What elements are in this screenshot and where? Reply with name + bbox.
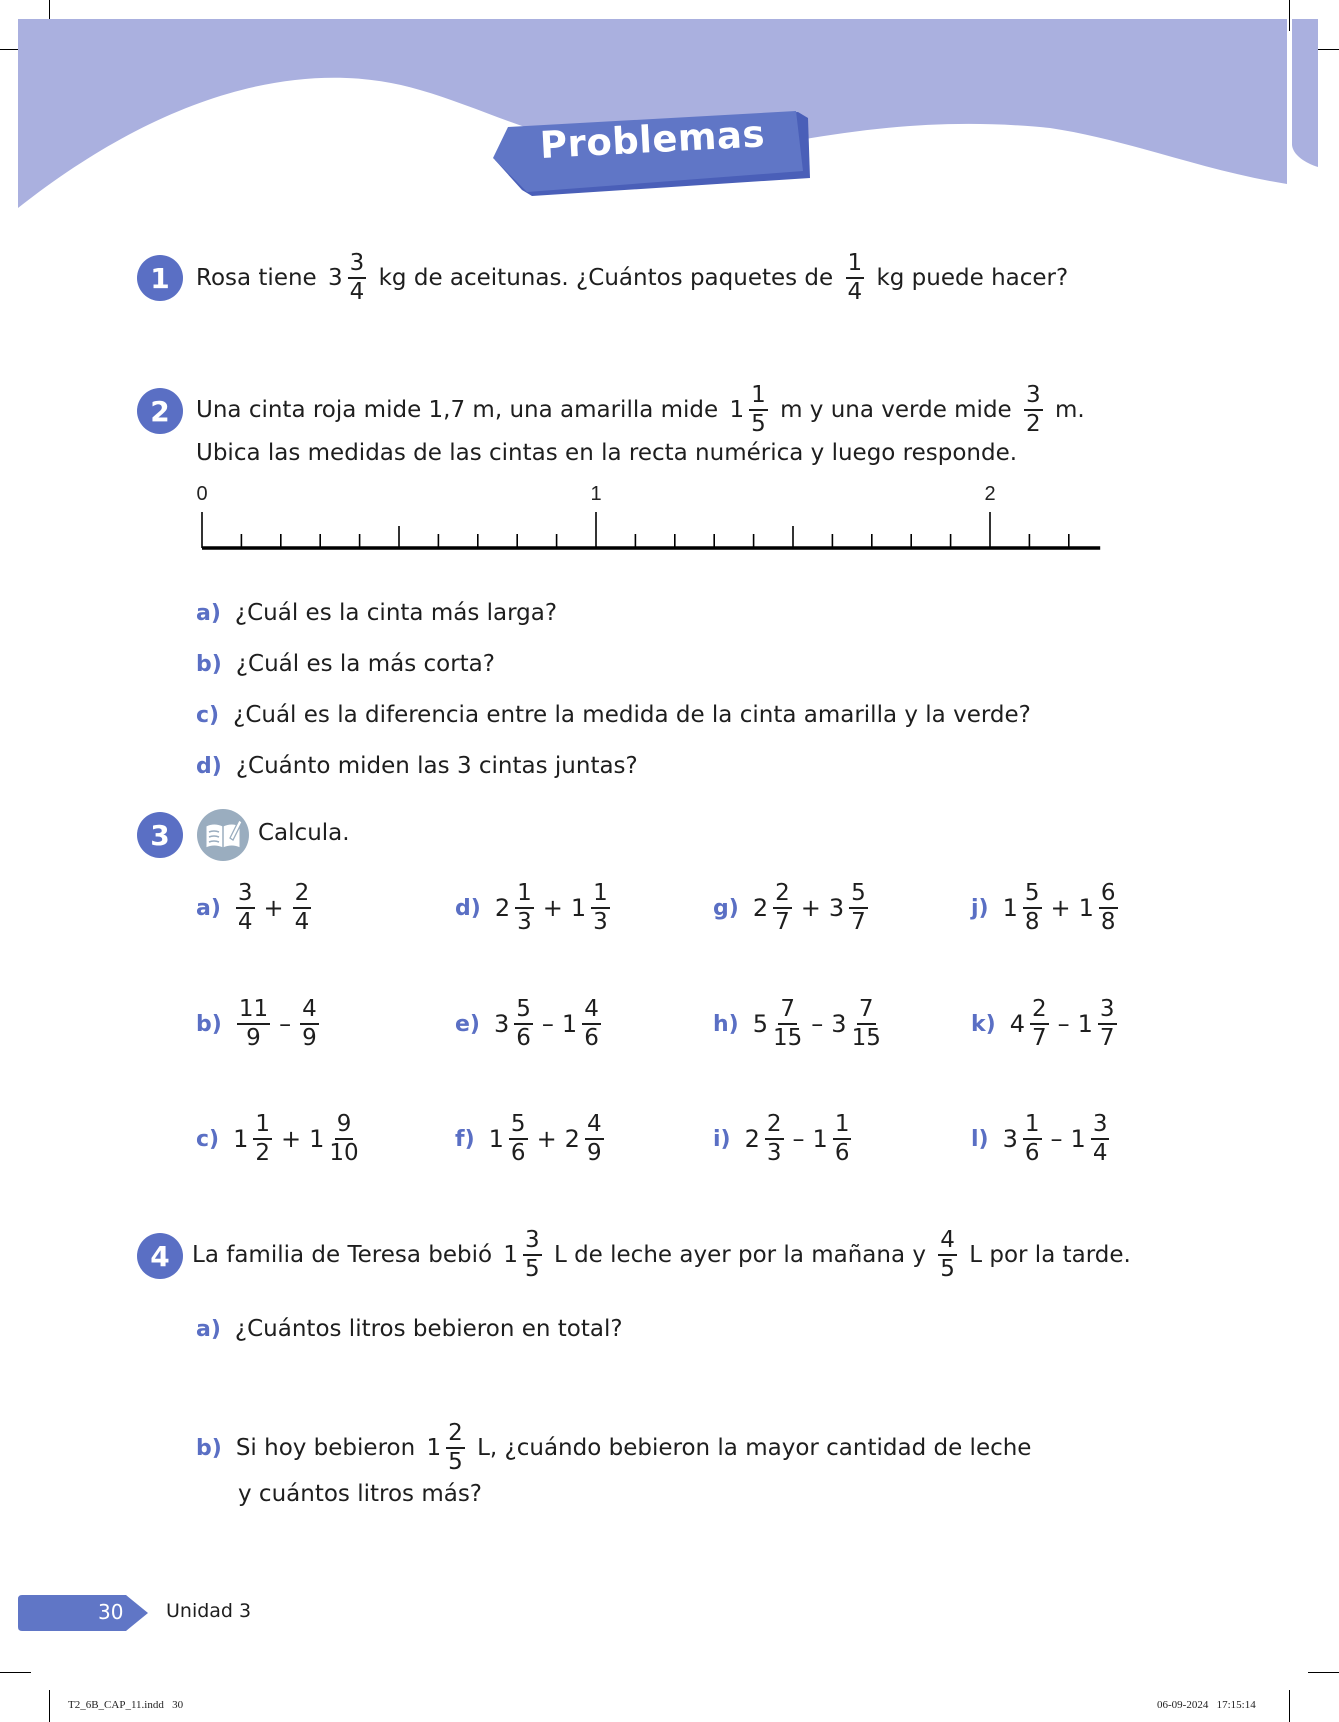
numerator: 1: [1023, 1113, 1042, 1140]
denominator: 9: [302, 1025, 317, 1051]
number-line: [196, 480, 1120, 552]
calc-exercise: [455, 882, 615, 934]
fraction-stack: [582, 998, 601, 1050]
fraction-stack: [515, 882, 534, 934]
fraction-stack: [348, 252, 367, 304]
fraction-stack: [852, 998, 881, 1050]
whole-part: 4: [1009, 1010, 1025, 1038]
denominator: 9: [246, 1025, 261, 1051]
text-segment: Si hoy bebieron: [235, 1435, 423, 1461]
question-4b: [196, 1422, 1031, 1474]
numerator: 2: [446, 1422, 465, 1449]
question-letter: b): [196, 1435, 222, 1461]
numerator: 3: [523, 1229, 542, 1256]
crop-mark: [49, 1690, 50, 1722]
problem-number-badge: 3: [137, 812, 183, 858]
question-2c: [196, 702, 1031, 728]
denominator: 6: [510, 1140, 526, 1166]
whole-part: 1: [233, 1125, 249, 1153]
mixed-number: [491, 882, 539, 934]
fraction-stack: [833, 1113, 852, 1165]
problem-number-badge: 4: [137, 1233, 183, 1279]
whole-part: 1: [309, 1125, 325, 1153]
problem-4-statement: [192, 1229, 1131, 1281]
question-text: ¿Cuál es la cinta más larga?: [234, 600, 558, 626]
denominator: 2: [1026, 411, 1041, 437]
whole-part: 1: [729, 397, 745, 423]
denominator: 5: [525, 1256, 540, 1282]
denominator: 7: [775, 909, 790, 935]
calc-exercise: [713, 1113, 856, 1165]
fraction: [231, 882, 260, 934]
fraction-stack: [585, 1113, 604, 1165]
fraction-stack: [1023, 882, 1042, 934]
text-segment: m y una verde mide: [772, 397, 1020, 423]
mixed-number: [485, 1113, 533, 1165]
fraction: [933, 1229, 962, 1281]
fraction-stack: [446, 1422, 465, 1474]
numerator: 2: [765, 1113, 784, 1140]
text-segment: kg de aceitunas. ¿Cuántos paquetes de: [371, 265, 841, 291]
fraction-stack: [1091, 1113, 1110, 1165]
whole-part: 2: [494, 894, 511, 922]
problem-number-badge: 2: [137, 388, 183, 434]
whole-part: 3: [493, 1010, 510, 1038]
fraction: [288, 882, 317, 934]
header-wave-band: [0, 0, 1339, 230]
operator: +: [800, 894, 821, 922]
tick-label: 2: [984, 483, 996, 505]
fraction-stack: [293, 882, 312, 934]
mixed-number: [490, 998, 538, 1050]
fraction-stack: [237, 998, 270, 1050]
whole-part: 1: [503, 1242, 518, 1268]
calc-exercise: [196, 998, 324, 1050]
fraction-stack: [773, 882, 792, 934]
operator: +: [1050, 894, 1071, 922]
exercise-letter: e): [455, 1011, 480, 1037]
denominator: 4: [1092, 1140, 1108, 1166]
denominator: 9: [586, 1140, 602, 1166]
whole-part: 2: [564, 1125, 580, 1153]
question-letter: d): [196, 753, 222, 779]
question-4b-continuation: y cuántos litros más?: [238, 1481, 483, 1507]
question-4a: [196, 1316, 623, 1342]
numerator: 6: [1099, 882, 1118, 909]
whole-part: 5: [752, 1010, 768, 1038]
text-segment: Rosa tiene: [196, 265, 325, 291]
notebook-pencil-icon: [196, 808, 250, 862]
denominator: 5: [448, 1449, 463, 1475]
operator: +: [263, 894, 284, 922]
denominator: 6: [516, 1025, 531, 1051]
fraction-stack: [1098, 998, 1117, 1050]
denominator: 3: [517, 909, 532, 935]
numerator: 5: [849, 882, 868, 909]
numerator: 1: [253, 1113, 272, 1140]
mixed-number: [999, 882, 1047, 934]
fraction-stack: [765, 1113, 784, 1165]
numerator: 7: [857, 998, 876, 1025]
text-segment: kg puede hacer?: [869, 265, 1069, 291]
numerator: 3: [348, 252, 367, 279]
calc-exercise: [713, 998, 886, 1050]
numerator: 2: [1030, 998, 1049, 1025]
exercise-letter: b): [196, 1011, 222, 1037]
question-text: [236, 1422, 1032, 1474]
numerator: 9: [335, 1113, 354, 1140]
exercise-letter: g): [713, 895, 739, 921]
operator: –: [279, 1010, 292, 1038]
print-timestamp: 06-09-2024 17:15:14: [1157, 1699, 1256, 1711]
fraction-stack: [1099, 882, 1118, 934]
denominator: 6: [834, 1140, 850, 1166]
whole-part: 1: [561, 1010, 578, 1038]
fraction-stack: [523, 1229, 542, 1281]
denominator: 3: [766, 1140, 782, 1166]
fraction-stack: [849, 882, 868, 934]
calc-exercise: [713, 882, 873, 934]
mixed-number: [1075, 882, 1123, 934]
question-letter: a): [196, 1316, 221, 1342]
exercise-letter: k): [971, 1011, 996, 1037]
denominator: 8: [1024, 909, 1040, 935]
operator: –: [811, 1010, 824, 1038]
tick-label: 1: [590, 483, 602, 505]
numerator: 7: [778, 998, 797, 1025]
denominator: 4: [847, 279, 863, 305]
mixed-number: [741, 1113, 789, 1165]
denominator: 4: [294, 909, 310, 935]
whole-part: 1: [488, 1125, 504, 1153]
numerator: 5: [509, 1113, 528, 1140]
operator: +: [542, 894, 563, 922]
fraction-stack: [514, 998, 533, 1050]
numerator: 4: [938, 1229, 957, 1256]
numerator: 5: [1023, 882, 1042, 909]
mixed-number: [561, 1113, 609, 1165]
numerator: 1: [749, 384, 768, 411]
whole-part: 1: [570, 894, 587, 922]
fraction: [1019, 384, 1048, 436]
whole-part: 1: [1002, 894, 1018, 922]
numerator: 3: [1098, 998, 1117, 1025]
calc-exercise: [455, 1113, 609, 1165]
numerator: 1: [515, 882, 534, 909]
fraction-stack: [509, 1113, 528, 1165]
denominator: 10: [329, 1140, 359, 1166]
numerator: 3: [1024, 384, 1043, 411]
denominator: 8: [1100, 909, 1116, 935]
numerator: 2: [293, 882, 312, 909]
denominator: 7: [851, 909, 866, 935]
mixed-number: [1074, 998, 1122, 1050]
fraction-stack: [1030, 998, 1049, 1050]
page-title: Problemas: [538, 112, 766, 167]
denominator: 6: [1024, 1140, 1040, 1166]
operator: –: [1050, 1125, 1063, 1153]
fraction-stack: [1023, 1113, 1042, 1165]
calc-exercise: [971, 882, 1123, 934]
text-segment: La familia de Teresa bebió: [192, 1242, 500, 1268]
numerator: 1: [591, 882, 610, 909]
crop-mark: [0, 1672, 31, 1673]
fraction-stack: [591, 882, 610, 934]
denominator: 7: [1031, 1025, 1047, 1051]
question-letter: a): [196, 600, 221, 626]
numerator: 3: [1091, 1113, 1110, 1140]
mixed-number: [725, 384, 772, 436]
mixed-number: [423, 1422, 470, 1474]
denominator: 5: [940, 1256, 955, 1282]
exercise-letter: f): [455, 1126, 475, 1152]
calc-exercise: [196, 882, 316, 934]
question-text: ¿Cuántos litros bebieron en total?: [234, 1316, 623, 1342]
mixed-number: [324, 252, 371, 304]
mixed-number: [825, 882, 873, 934]
calc-exercise: [196, 1113, 364, 1165]
problem-number-badge: 1: [137, 255, 183, 301]
unit-label: Unidad 3: [166, 1600, 252, 1622]
text-segment: L por la tarde.: [961, 1242, 1131, 1268]
fraction-stack: [749, 384, 768, 436]
text-segment: L, ¿cuándo bebieron la mayor cantidad de leche: [469, 1435, 1032, 1461]
denominator: 6: [584, 1025, 599, 1051]
exercise-letter: j): [971, 895, 989, 921]
problem-2-instruction: Ubica las medidas de las cintas en la recta numérica y luego responde.: [196, 440, 1018, 466]
numerator: 4: [582, 998, 601, 1025]
mixed-number: [305, 1113, 364, 1165]
calc-exercise: [971, 998, 1122, 1050]
operator: –: [1057, 1010, 1070, 1038]
fraction-stack: [938, 1229, 957, 1281]
mixed-number: [827, 998, 886, 1050]
fraction: [841, 252, 870, 304]
exercise-letter: c): [196, 1126, 220, 1152]
mixed-number: [1006, 998, 1054, 1050]
whole-part: 3: [831, 1010, 847, 1038]
page-number-tab: [18, 1595, 148, 1631]
operator: –: [541, 1010, 554, 1038]
question-2d: [196, 753, 638, 779]
fraction-stack: [773, 998, 802, 1050]
numerator: 4: [585, 1113, 604, 1140]
problem-2-statement: [196, 384, 1085, 436]
mixed-number: [229, 1113, 277, 1165]
fraction-stack: [1024, 384, 1043, 436]
numerator: 1: [846, 252, 865, 279]
question-letter: b): [196, 651, 222, 677]
denominator: 2: [255, 1140, 271, 1166]
denominator: 15: [773, 1025, 803, 1051]
crop-mark: [1308, 1672, 1339, 1673]
denominator: 5: [751, 411, 766, 437]
question-2a: [196, 600, 557, 626]
denominator: 7: [1099, 1025, 1115, 1051]
text-segment: L de leche ayer por la mañana y: [546, 1242, 934, 1268]
exercise-letter: h): [713, 1011, 739, 1037]
mixed-number: [499, 1229, 546, 1281]
exercise-letter: i): [713, 1126, 731, 1152]
tick-label: 0: [196, 483, 208, 505]
mixed-number: [567, 882, 615, 934]
whole-part: 1: [1077, 1010, 1093, 1038]
whole-part: 2: [744, 1125, 760, 1153]
mixed-number: [749, 998, 808, 1050]
problem-1-statement: [196, 252, 1068, 304]
whole-part: 3: [828, 894, 845, 922]
question-text: ¿Cuánto miden las 3 cintas juntas?: [235, 753, 638, 779]
fraction-stack: [846, 252, 865, 304]
denominator: 15: [851, 1025, 881, 1051]
problem-3-instruction: Calcula.: [258, 820, 350, 846]
text-segment: Una cinta roja mide 1,7 m, una amarilla mide: [196, 397, 726, 423]
question-text: ¿Cuál es la diferencia entre la medida de la cinta amarilla y la verde?: [233, 702, 1031, 728]
exercise-letter: l): [971, 1126, 989, 1152]
numerator: 5: [514, 998, 533, 1025]
whole-part: 3: [1002, 1125, 1018, 1153]
operator: +: [281, 1125, 302, 1153]
whole-part: 1: [812, 1125, 828, 1153]
fraction: [295, 998, 324, 1050]
whole-part: 1: [1078, 894, 1094, 922]
whole-part: 1: [1070, 1125, 1086, 1153]
crop-mark: [1289, 1690, 1290, 1722]
numerator: 4: [300, 998, 319, 1025]
whole-part: 2: [752, 894, 769, 922]
denominator: 3: [593, 909, 608, 935]
page-number: 30: [98, 1600, 124, 1624]
numerator: 2: [773, 882, 792, 909]
fraction: [232, 998, 275, 1050]
exercise-letter: a): [196, 895, 221, 921]
denominator: 4: [237, 909, 253, 935]
mixed-number: [809, 1113, 857, 1165]
question-2b: [196, 651, 495, 677]
text-segment: m.: [1047, 397, 1085, 423]
whole-part: 1: [426, 1435, 442, 1461]
file-slug: T2_6B_CAP_11.indd 30: [68, 1699, 184, 1711]
question-text: ¿Cuál es la más corta?: [235, 651, 495, 677]
exercise-letter: d): [455, 895, 481, 921]
mixed-number: [999, 1113, 1047, 1165]
mixed-number: [1067, 1113, 1115, 1165]
mixed-number: [558, 998, 606, 1050]
fraction-stack: [300, 998, 319, 1050]
denominator: 4: [349, 279, 365, 305]
whole-part: 3: [328, 265, 343, 291]
numerator: 1: [833, 1113, 852, 1140]
calc-exercise: [971, 1113, 1114, 1165]
fraction-stack: [253, 1113, 272, 1165]
operator: +: [536, 1125, 557, 1153]
calc-exercise: [455, 998, 606, 1050]
operator: –: [792, 1125, 805, 1153]
numerator: 11: [237, 998, 270, 1025]
question-letter: c): [196, 702, 220, 728]
fraction-stack: [329, 1113, 358, 1165]
mixed-number: [749, 882, 797, 934]
fraction-stack: [236, 882, 255, 934]
numerator: 3: [236, 882, 255, 909]
